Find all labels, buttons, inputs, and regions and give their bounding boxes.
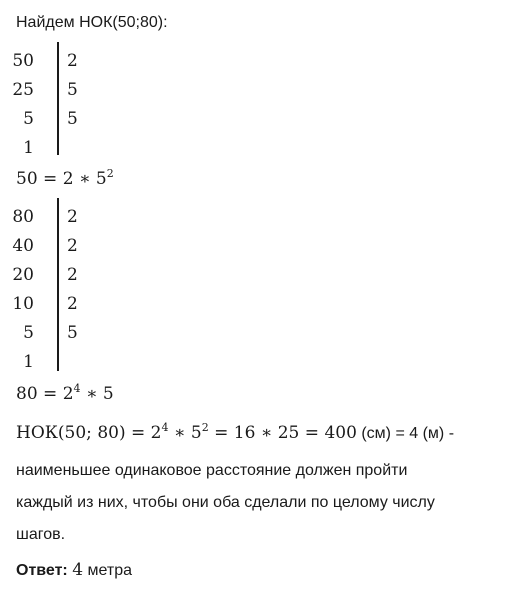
eq2-exponent: 4: [73, 382, 81, 395]
table2-factor: 2: [67, 236, 78, 256]
divider-line: [57, 42, 59, 155]
eq3-equals: =: [304, 423, 320, 443]
table1-factor: 5: [67, 109, 78, 129]
eq1-exponent: 2: [106, 167, 114, 180]
text-line: каждый из них, чтобы они оба сделали по целому числу: [16, 494, 435, 511]
eq1-equals: =: [43, 169, 58, 189]
table1-number: 25: [12, 80, 34, 100]
eq1-lhs: 50: [16, 169, 38, 189]
eq3-lhs: НОК(50; 80): [16, 423, 126, 443]
table2-number: 10: [12, 294, 34, 314]
table1-number: 1: [23, 138, 34, 158]
eq2-lhs: 80: [16, 384, 38, 404]
eq3-exponent-b: 2: [201, 421, 209, 434]
eq3-units: (см) = 4 (м) -: [356, 425, 455, 442]
heading: Найдем НОК(50;80):: [16, 14, 168, 31]
eq3-product: 16 ∗ 25: [233, 423, 300, 443]
eq1-operator: ∗: [78, 169, 91, 189]
answer-label: Ответ:: [16, 562, 68, 579]
table1-factor: 2: [67, 51, 78, 71]
eq3-exponent-a: 4: [161, 421, 169, 434]
answer-value: 4: [72, 560, 84, 580]
equation-lcm: [16, 423, 454, 443]
eq3-factor-b: 5: [190, 423, 202, 443]
divider-line: [57, 198, 59, 371]
table1-factor: 5: [67, 80, 78, 100]
equation-80-factorization: [16, 384, 114, 404]
eq2-factor-a: 2: [62, 384, 74, 404]
table2-number: 40: [12, 236, 34, 256]
text-line: шагов.: [16, 526, 66, 543]
table2-factor: 2: [67, 207, 78, 227]
table2-factor: 2: [67, 294, 78, 314]
answer-unit: метра: [83, 562, 132, 579]
eq3-result: 400: [324, 423, 357, 443]
eq3-factor-a: 2: [150, 423, 162, 443]
eq1-factor-a: 2: [62, 169, 74, 189]
equation-50-factorization: [16, 169, 114, 189]
table2-number: 20: [12, 265, 34, 285]
eq2-equals: =: [43, 384, 58, 404]
table2-factor: 5: [67, 323, 78, 343]
eq2-factor-b: 5: [102, 384, 114, 404]
eq3-operator: ∗: [173, 423, 186, 443]
eq1-factor-b: 5: [95, 169, 107, 189]
text-line: наименьшее одинаковое расстояние должен пройти: [16, 462, 408, 479]
eq3-equals: =: [214, 423, 229, 443]
eq3-equals: =: [131, 423, 146, 443]
answer: [16, 560, 132, 580]
eq2-operator: ∗: [85, 384, 98, 404]
table1-number: 50: [12, 51, 34, 71]
table2-number: 1: [23, 352, 34, 372]
table2-number: 5: [23, 323, 34, 343]
table2-factor: 2: [67, 265, 78, 285]
table1-number: 5: [23, 109, 34, 129]
table2-number: 80: [12, 207, 34, 227]
